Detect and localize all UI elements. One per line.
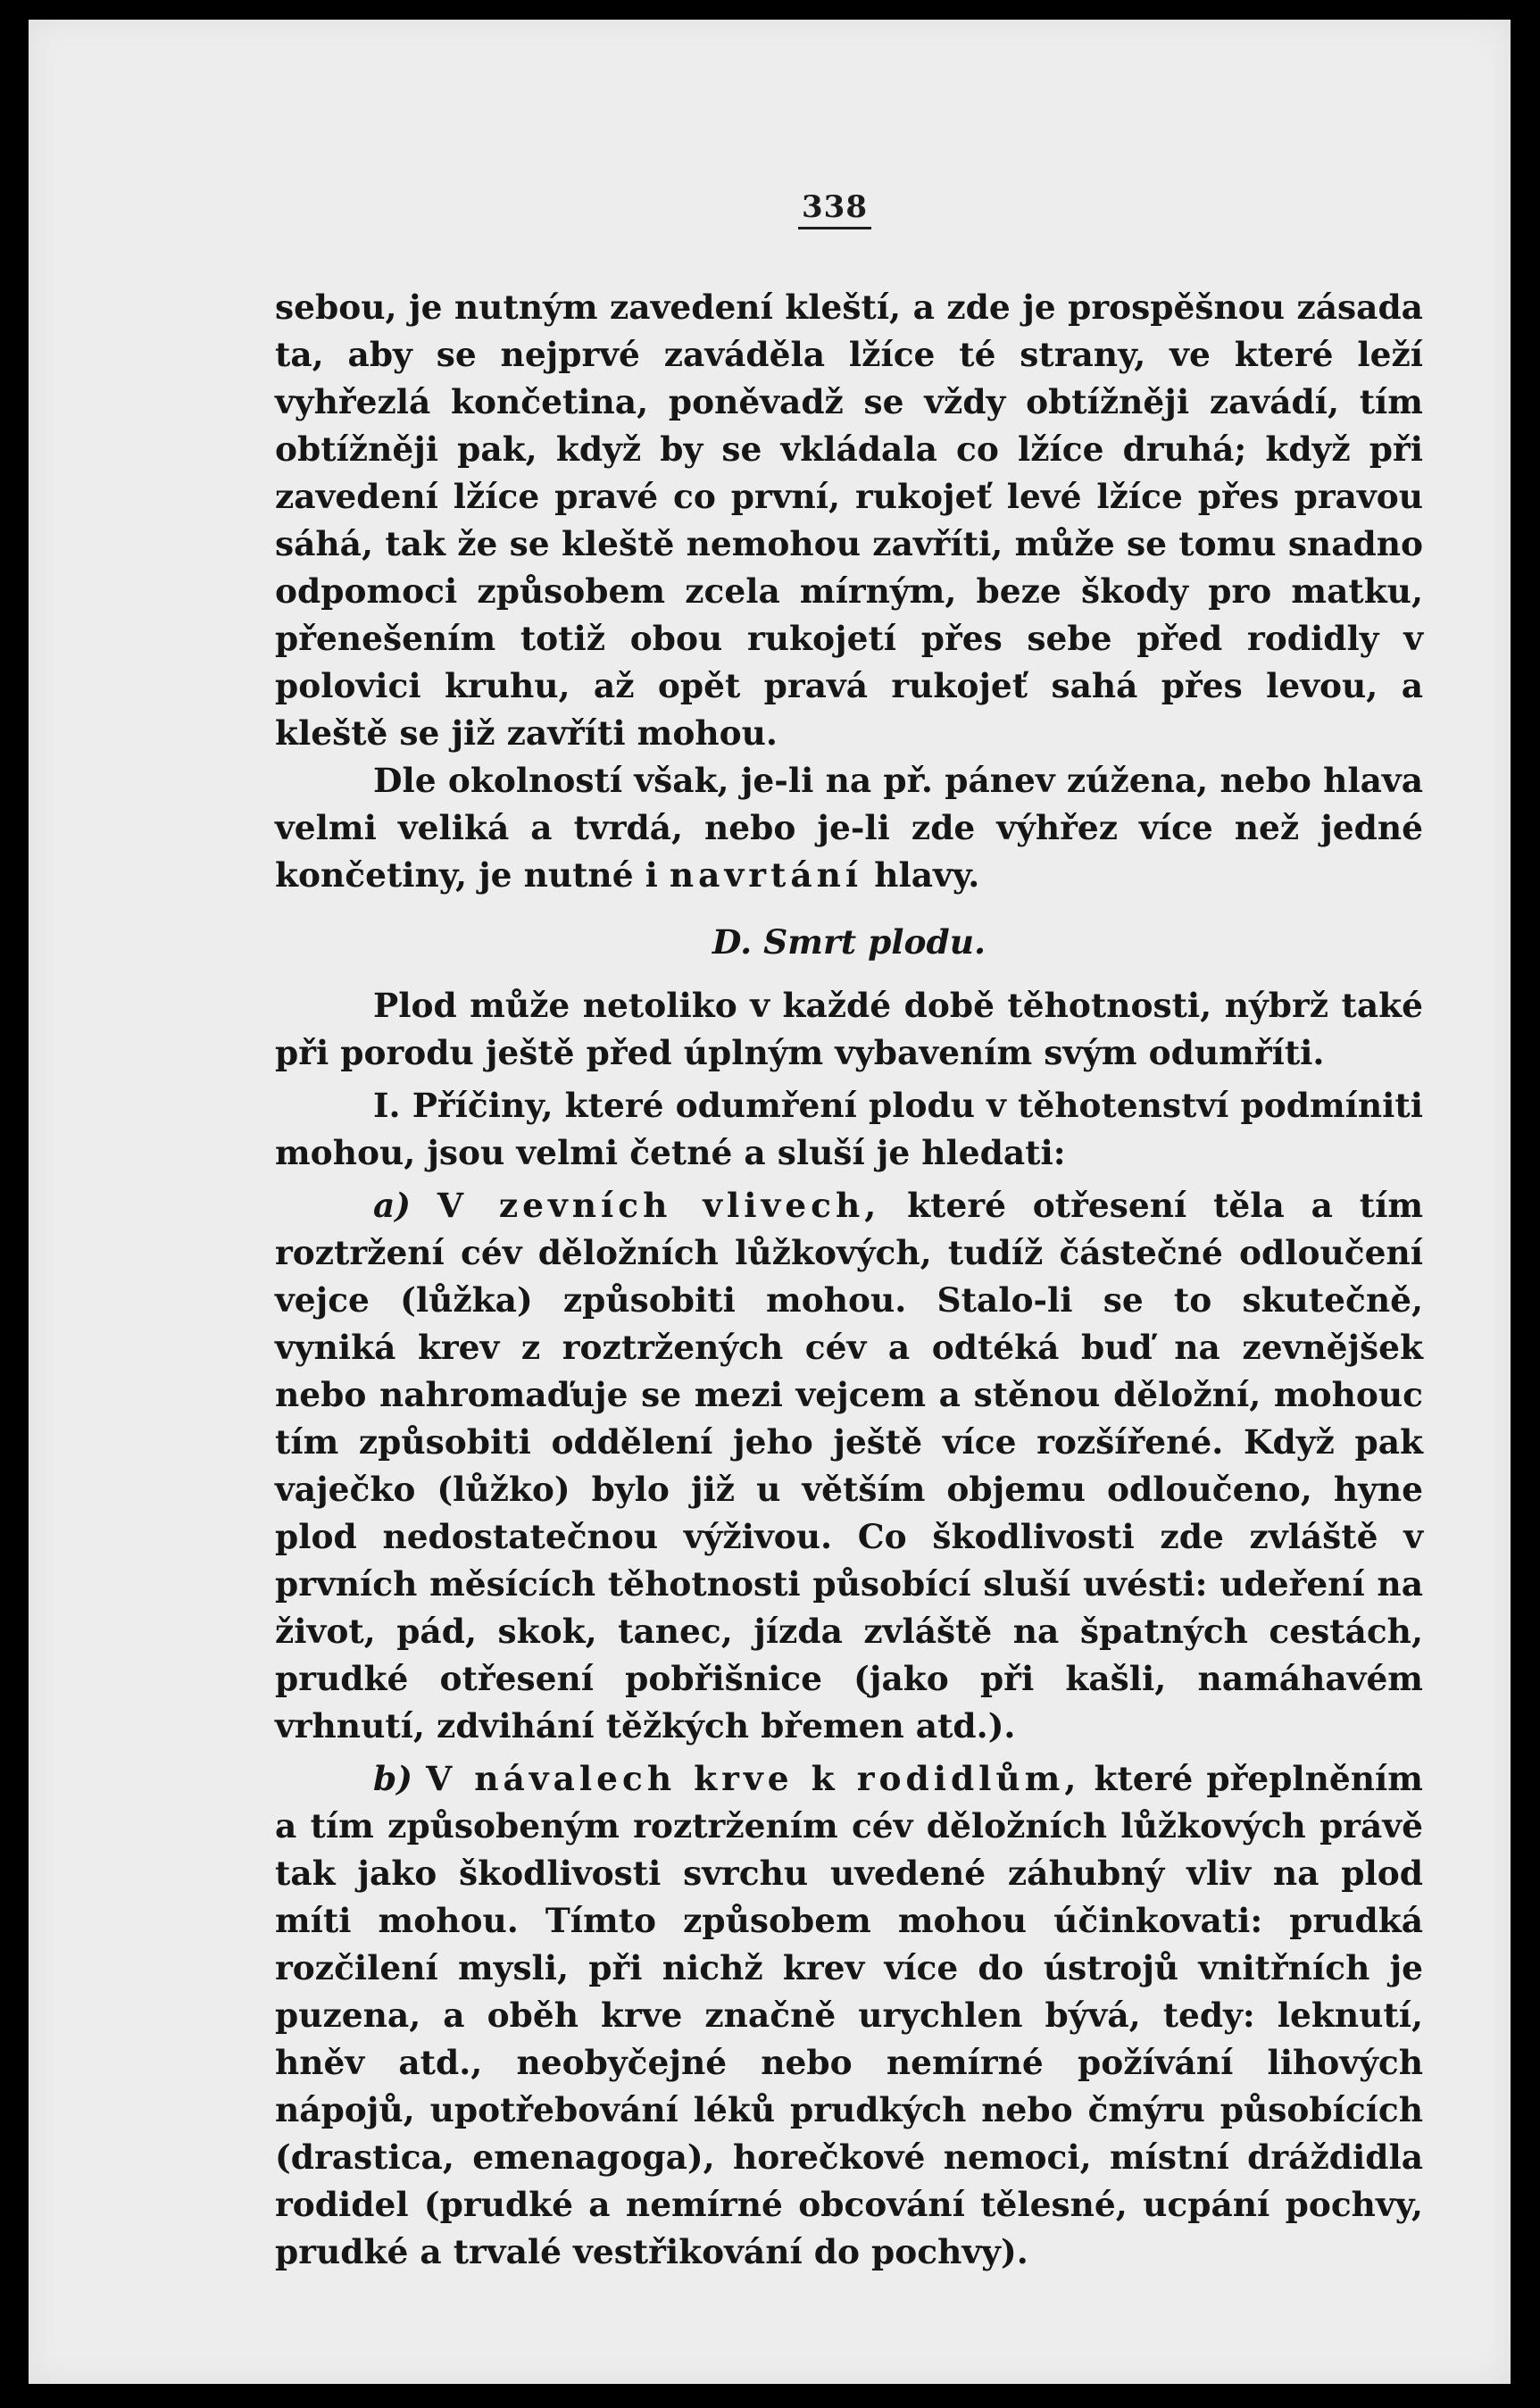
paragraph-text: které přeplněním a tím způsobeným roztržením cév děložních lůžkových právě tak jako škodlivosti svrchu uvedené záhubný vliv na plod míti mohou. Tímto způsobem mohou účinkovati: prudká rozčilení mysli, při nichž krev více do ústrojů vnitřních je puzena, a oběh krve značně urychlen bývá, tedy: leknutí, hněv atd., neobyčejné nebo nemírné požívání lihových nápojů, upotřebování léků prudkých nebo čmýru působících (drastica, emenagoga), horečkové nemoci, místní dráždidla rodidel (prudké a nemírné obcování tělesné, ucpání pochvy, prudké a trvalé vestřikování do pochvy).	[275, 1759, 1423, 2271]
list-marker: a)	[373, 1186, 412, 1225]
paragraph-text: hlavy.	[862, 855, 980, 895]
paragraph-external-causes	[275, 1182, 1423, 1750]
paragraph-blood-causes	[275, 1755, 1423, 2276]
paragraph-continuation: sebou, je nutným zavedení kleští, a zde je prospěšnou zásada ta, aby se nejprvé zaváděla lžíce té strany, ve které leží vyhřezlá končetina, poněvadž se vždy obtížněji zavádí, tím obtížněji pak, když by se vkládala co lžíce druhá; když při zavedení lžíce pravé co první, rukojeť levé lžíce přes pravou sáhá, tak že se kleště nemohou zavříti, může se tomu snadno odpomoci způsobem zcela mírným, beze škody pro matku, přenešením totiž obou rukojetí přes sebe před rodidly v polovici kruhu, až opět pravá rukojeť sahá přes levou, a kleště se již zavříti mohou.	[275, 287, 1423, 753]
list-marker: b)	[373, 1759, 412, 1798]
paragraph-causes: I. Příčiny, které odumření plodu v těhotenství podmíniti mohou, jsou velmi četné a sluší je hledati:	[275, 1086, 1423, 1172]
page-number: 338	[798, 189, 871, 229]
section-heading: D. Smrt plodu.	[712, 922, 986, 962]
paragraph-perforation	[275, 757, 1423, 899]
body-text	[275, 284, 1423, 2276]
paragraph-text: které otřesení těla a tím roztržení cév děložních lůžkových, tudíž částečné odloučení vejce (lůžka) způsobiti mohou. Stalo-li se to skutečně, vyniká krev z roztržených cév a odtéká buď na zevnějšek nebo nahromaďuje se mezi vejcem a stěnou děložní, mohouc tím způsobiti oddělení jeho ještě více rozšířené. Když pak vaječko (lůžko) bylo již u větším objemu odloučeno, hyne plod nedostatečnou výživou. Co škodlivosti zde zvláště v prvních měsících těhotnosti působící sluší uvésti: udeření na život, pád, skok, tanec, jízda zvláště na špatných cestách, prudké otřesení pobřišnice (jako při kašli, namáhavém vrhnutí, zdvihání těžkých břemen atd.).	[275, 1186, 1423, 1746]
book-page	[29, 20, 1511, 2384]
spaced-term: navrtání	[669, 855, 863, 895]
spaced-term: V návalech krve k rodidlům,	[426, 1759, 1081, 1798]
paragraph-intro: Plod může netoliko v každé době těhotnosti, nýbrž také při porodu ještě před úplným vybavením svým odumříti.	[275, 986, 1423, 1072]
spaced-term: V zevních vlivech,	[437, 1186, 881, 1225]
paragraph-text: Dle okolností však, je-li na př. pánev zúžena, nebo hlava velmi veliká a tvrdá, nebo je-li zde výhřez více než jedné končetiny, je nutné i	[275, 761, 1423, 895]
